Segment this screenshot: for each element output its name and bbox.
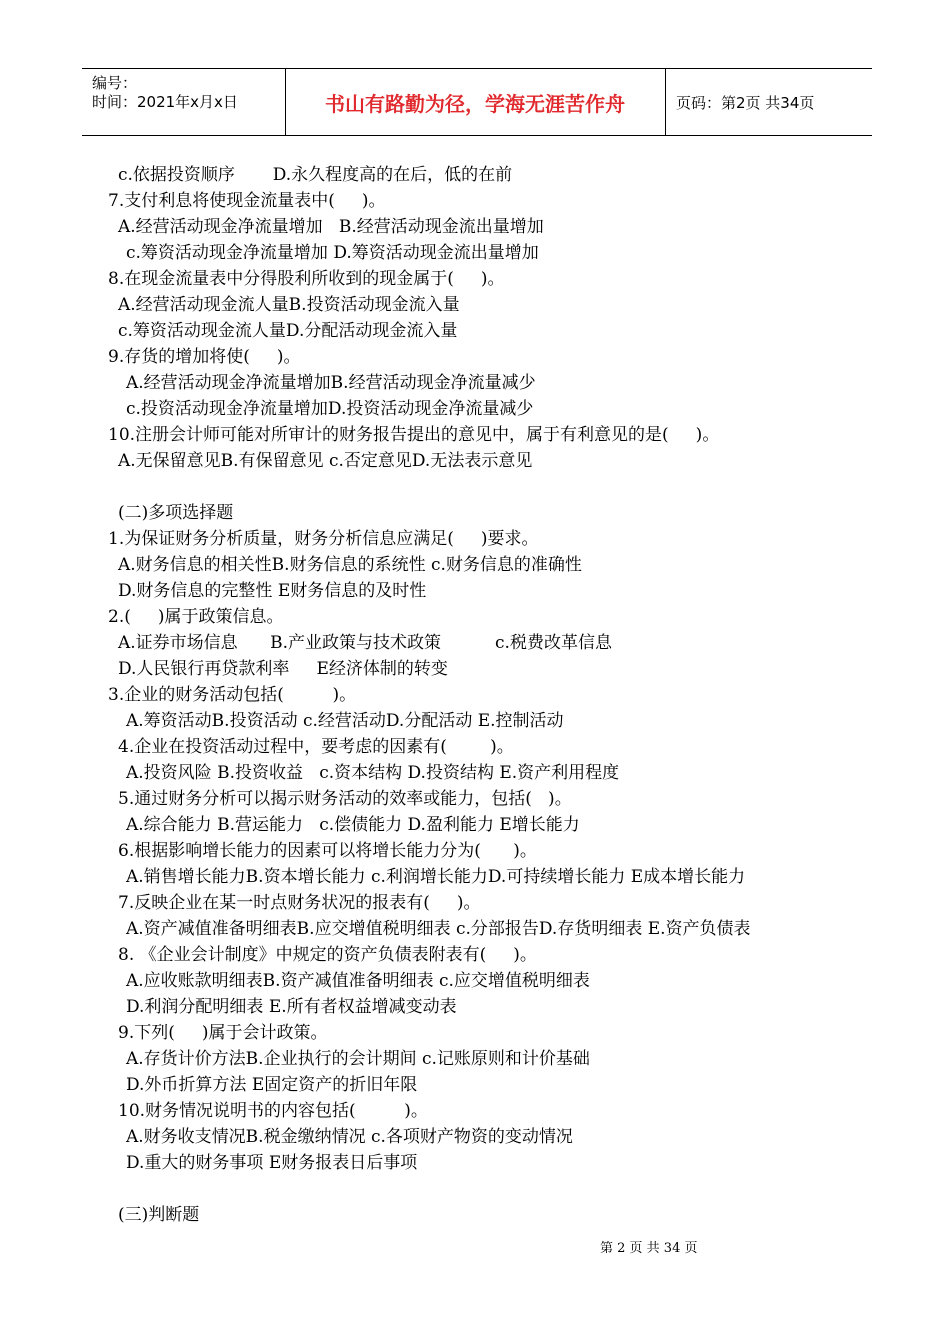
text-line: A.应收账款明细表B.资产减值准备明细表 c.应交增值税明细表 (126, 971, 590, 991)
header-motto: 书山有路勤为径，学海无涯苦作舟 (325, 91, 625, 116)
text-line: 8.在现金流量表中分得股利所收到的现金属于( )。 (108, 269, 505, 289)
text-line: A.证券市场信息 B.产业政策与技术政策 c.税费改革信息 (118, 633, 612, 653)
page-footer: 第 2 页 共 34 页 (600, 1241, 698, 1256)
text-line: A.综合能力 B.营运能力 c.偿债能力 D.盈利能力 E增长能力 (126, 815, 580, 835)
text-line: 3.企业的财务活动包括( )。 (108, 685, 357, 705)
text-line: c.依据投资顺序 D.永久程度高的在后，低的在前 (118, 165, 513, 185)
text-line: A.销售增长能力B.资本增长能力 c.利润增长能力D.可持续增长能力 E成本增长能力 (126, 867, 746, 887)
text-line: 9.存货的增加将使( )。 (108, 347, 301, 367)
text-line: c.投资活动现金净流量增加D.投资活动现金净流量减少 (126, 399, 534, 419)
text-line: A.无保留意见B.有保留意见 c.否定意见D.无法表示意见 (118, 451, 533, 471)
text-line: D.人民银行再贷款利率 E经济体制的转变 (118, 659, 448, 679)
text-line: A.经营活动现金流人量B.投资活动现金流入量 (118, 295, 460, 315)
text-line: c.筹资活动现金流人量D.分配活动现金流入量 (118, 321, 458, 341)
text-line: 5.通过财务分析可以揭示财务活动的效率或能力，包括( )。 (118, 789, 572, 809)
header-page-info: 页码：第2页 共34页 (676, 93, 815, 112)
header-meta (92, 74, 238, 112)
section-heading: (三)判断题 (118, 1205, 200, 1225)
text-line: 7.支付利息将使现金流量表中( )。 (108, 191, 386, 211)
text-line: 4.企业在投资活动过程中，要考虑的因素有( )。 (118, 737, 514, 757)
text-line: A.财务信息的相关性B.财务信息的系统性 c.财务信息的准确性 (118, 555, 582, 575)
text-line: A.筹资活动B.投资活动 c.经营活动D.分配活动 E.控制活动 (126, 711, 564, 731)
text-line: 2.( )属于政策信息。 (108, 607, 284, 627)
text-line: D.重大的财务事项 E财务报表日后事项 (126, 1153, 418, 1173)
text-line: 6.根据影响增长能力的因素可以将增长能力分为( )。 (118, 841, 537, 861)
text-line: 1.为保证财务分析质量，财务分析信息应满足( )要求。 (108, 529, 539, 549)
text-line: A.存货计价方法B.企业执行的会计期间 c.记账原则和计价基础 (126, 1049, 590, 1069)
text-line: 10.注册会计师可能对所审计的财务报告提出的意见中，属于有利意见的是( )。 (108, 425, 720, 445)
header-date-label: 时间：2021年x月x日 (92, 93, 238, 111)
text-line: A.投资风险 B.投资收益 c.资本结构 D.投资结构 E.资产利用程度 (126, 763, 620, 783)
page-header (82, 68, 872, 136)
text-line: 9.下列( )属于会计政策。 (118, 1023, 328, 1043)
text-line: D.利润分配明细表 E.所有者权益增减变动表 (126, 997, 457, 1017)
text-line: A.经营活动现金净流量增加 B.经营活动现金流出量增加 (118, 217, 544, 237)
text-line: 10.财务情况说明书的内容包括( )。 (118, 1101, 428, 1121)
text-line: A.财务收支情况B.税金缴纳情况 c.各项财产物资的变动情况 (126, 1127, 573, 1147)
text-line: A.资产减值准备明细表B.应交增值税明细表 c.分部报告D.存货明细表 E.资产负债表 (126, 919, 751, 939)
text-line: c.筹资活动现金净流量增加 D.筹资活动现金流出量增加 (126, 243, 539, 263)
text-line: 8. 《企业会计制度》中规定的资产负债表附表有( )。 (118, 945, 537, 965)
header-number-label: 编号： (92, 74, 138, 92)
section-heading: (二)多项选择题 (118, 503, 234, 523)
text-line: A.经营活动现金净流量增加B.经营活动现金净流量减少 (126, 373, 536, 393)
text-line: D.外币折算方法 E固定资产的折旧年限 (126, 1075, 418, 1095)
text-line: 7.反映企业在某一时点财务状况的报表有( )。 (118, 893, 481, 913)
text-line: D.财务信息的完整性 E财务信息的及时性 (118, 581, 427, 601)
